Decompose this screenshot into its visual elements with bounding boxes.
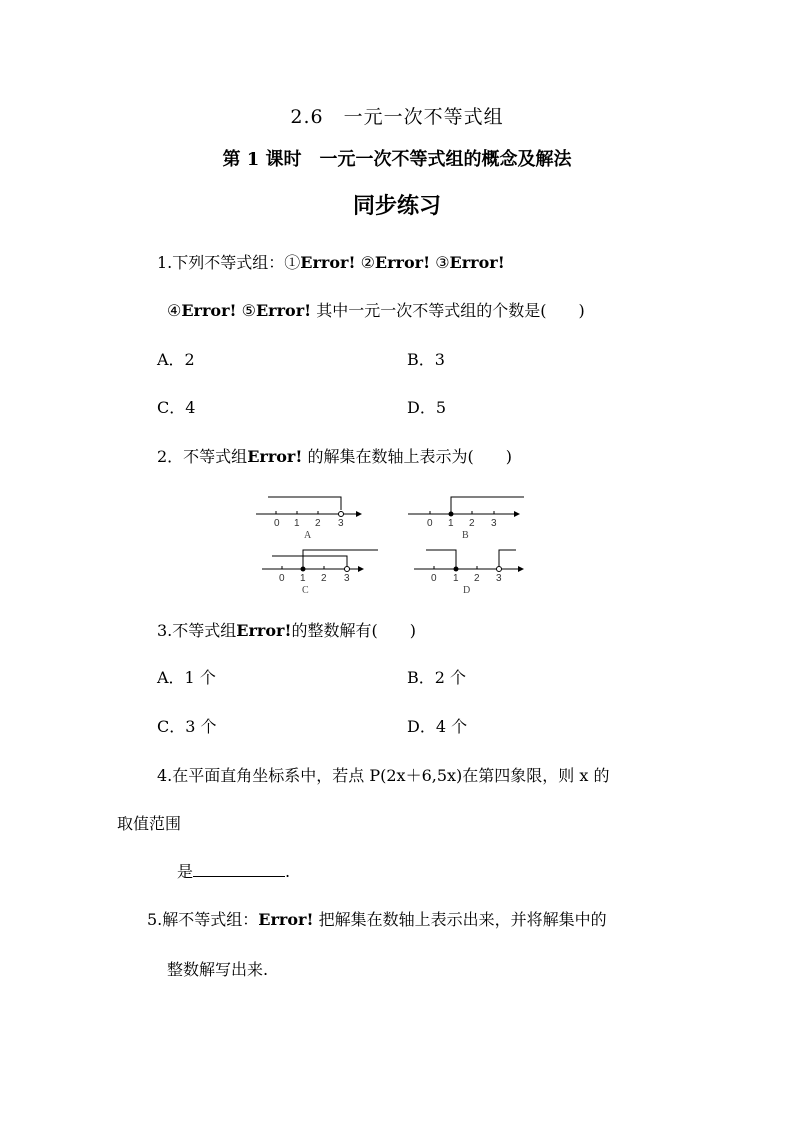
tick-label: 0 (274, 518, 280, 529)
open-endpoint (345, 567, 350, 572)
question-1-option-d: D．5 (407, 398, 447, 417)
tick-label: 2 (474, 573, 480, 584)
circled-number-5: ⑤ (241, 301, 256, 320)
question-3-option-c: C．3 个 (157, 717, 217, 736)
question-4-line-2: 取值范围 (117, 814, 182, 833)
error-field: Error! (258, 910, 314, 929)
number-line-option-b (404, 490, 528, 542)
tick-label: 3 (344, 573, 350, 584)
question-3-prefix: 3.不等式组 (157, 621, 237, 640)
solution-bracket-right (499, 550, 516, 566)
option-caption: A (304, 530, 312, 541)
question-1-line-1 (157, 253, 505, 273)
number-line-option-d (410, 545, 534, 597)
error-field: Error! (449, 253, 505, 272)
practice-title: 同步练习 (352, 193, 441, 219)
answer-blank[interactable] (193, 862, 285, 877)
axis-arrow (514, 511, 520, 517)
axis-arrow (518, 566, 524, 572)
tick-label: 2 (469, 518, 475, 529)
option-caption: B (462, 530, 469, 541)
question-1-option-b: B．3 (407, 350, 445, 369)
question-2-stem: 的解集在数轴上表示为( ) (307, 447, 512, 466)
tick-label: 0 (431, 573, 437, 584)
error-field: Error! (255, 301, 312, 320)
solution-bracket-left (426, 550, 456, 569)
open-endpoint (497, 567, 502, 572)
question-3-line (157, 621, 416, 641)
tick-label: 3 (491, 518, 497, 529)
question-3-option-a: A．1 个 (157, 668, 216, 687)
solution-bracket (268, 497, 341, 510)
closed-endpoint (301, 567, 306, 572)
tick-label: 3 (338, 518, 344, 529)
tick-label: 2 (315, 518, 321, 529)
question-5-line-2: 整数解写出来. (167, 960, 269, 979)
question-2-line (157, 447, 512, 467)
tick-label: 1 (453, 573, 459, 584)
axis-arrow (358, 566, 364, 572)
question-5-prefix: 5.解不等式组： (147, 910, 259, 929)
question-5-stem: 把解集在数轴上表示出来，并将解集中的 (318, 910, 607, 929)
error-field: Error! (374, 253, 431, 272)
solution-bracket-lower (272, 556, 347, 566)
question-3-option-b: B．2 个 (407, 668, 467, 687)
circled-number-1: ① (284, 253, 301, 272)
tick-label: 3 (496, 573, 502, 584)
question-1-stem: 其中一元一次不等式组的个数是( ) (316, 301, 585, 320)
question-2-prefix: 2．不等式组 (157, 447, 248, 466)
question-4-answer-prefix: 是 (177, 862, 194, 881)
circled-number-4: ④ (167, 301, 182, 320)
question-1-option-a: A．2 (157, 350, 195, 369)
tick-label: 1 (294, 518, 300, 529)
number-line-option-c (258, 545, 382, 597)
question-1-line-2 (167, 301, 585, 321)
lesson-title: 第 1 课时 一元一次不等式组的概念及解法 (222, 149, 572, 170)
axis-arrow (356, 511, 362, 517)
tick-label: 2 (321, 573, 327, 584)
section-title: 2.6 一元一次不等式组 (290, 106, 504, 128)
error-field: Error! (247, 447, 303, 466)
tick-label: 0 (279, 573, 285, 584)
error-field: Error! (181, 301, 237, 320)
tick-label: 1 (448, 518, 454, 529)
question-1-option-c: C．4 (157, 398, 196, 417)
circled-number-3: ③ (435, 253, 450, 272)
question-5-line-1 (147, 910, 607, 930)
question-4-line-1: 4.在平面直角坐标系中，若点 P(2x＋6,5x)在第四象限，则 x 的 (157, 766, 610, 785)
question-1-prefix: 1.下列不等式组： (157, 253, 285, 272)
solution-bracket-upper (303, 550, 378, 569)
question-3-option-d: D．4 个 (407, 717, 468, 736)
error-field: Error! (236, 621, 292, 640)
closed-endpoint (449, 512, 454, 517)
closed-endpoint (454, 567, 459, 572)
tick-label: 0 (427, 518, 433, 529)
circled-number-2: ② (360, 253, 375, 272)
option-caption: D (463, 585, 471, 596)
solution-bracket (451, 497, 524, 514)
question-4-answer-suffix: . (285, 862, 291, 881)
error-field: Error! (300, 253, 356, 272)
option-caption: C (302, 585, 309, 596)
question-4-line-3 (177, 862, 290, 882)
number-line-option-a (252, 490, 364, 542)
tick-label: 1 (300, 573, 306, 584)
question-3-stem: 的整数解有( ) (291, 621, 416, 640)
open-endpoint (339, 512, 344, 517)
